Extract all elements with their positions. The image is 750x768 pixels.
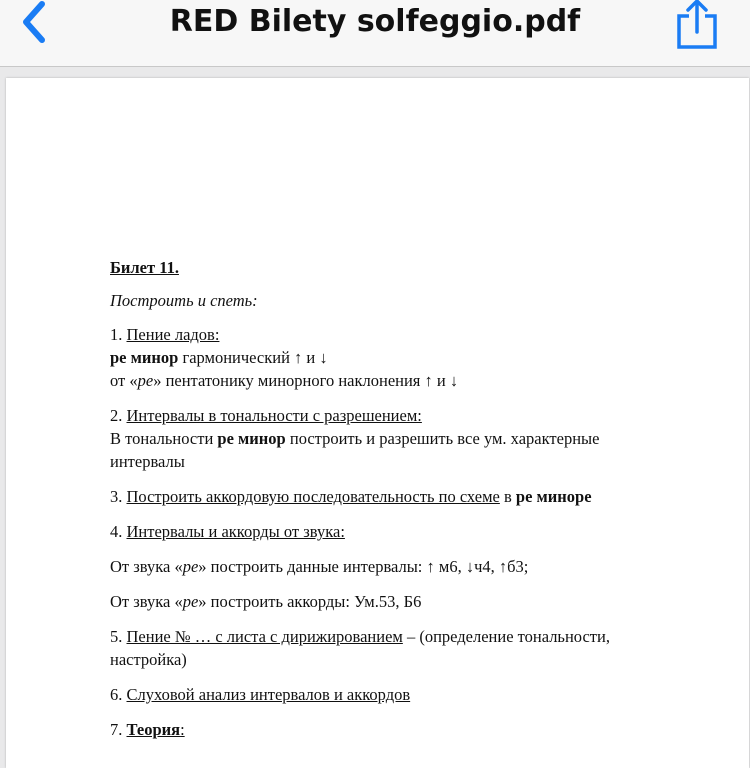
item-2-key: ре минор [217, 429, 286, 448]
item-1-key: ре минор [110, 348, 179, 367]
item-4 [110, 520, 670, 543]
item-4-line1-pre: От звука « [110, 557, 183, 576]
item-7-colon: : [180, 720, 185, 739]
item-2-text-pre: В тональности [110, 429, 214, 448]
item-5-number: 5. [110, 627, 123, 646]
item-1-line1: гармонический ↑ и ↓ [182, 348, 328, 367]
item-4-number: 4. [110, 522, 123, 541]
item-1-number: 1. [110, 325, 123, 344]
item-4-intervals [110, 555, 670, 578]
share-button[interactable] [674, 0, 720, 52]
item-4-heading: Интервалы и аккорды от звука: [126, 522, 345, 541]
item-3 [110, 485, 670, 508]
top-navigation-bar [0, 0, 750, 67]
item-3-mid: в [503, 487, 512, 506]
ticket-title: Билет 11. [110, 258, 179, 277]
item-5-rest: – (определение тональности, настройка) [110, 627, 610, 669]
item-7 [110, 718, 670, 741]
item-3-heading: Построить аккордовую последовательность по схеме [126, 487, 500, 506]
item-3-key: ре миноре [515, 487, 592, 506]
item-2 [110, 404, 670, 473]
item-6-heading: Слуховой анализ интервалов и аккордов [126, 685, 411, 704]
item-2-number: 2. [110, 406, 123, 425]
item-1-heading: Пение ладов: [126, 325, 220, 344]
document-title: RED Bilety solfeggio.pdf [169, 4, 581, 39]
item-7-heading: Теория [126, 720, 181, 739]
item-7-number: 7. [110, 720, 123, 739]
item-2-heading: Интервалы в тональности с разрешением: [126, 406, 422, 425]
share-icon [674, 0, 720, 52]
item-1-line2-pre: от « [110, 371, 138, 390]
item-5-heading: Пение № … с листа с дирижированием [126, 627, 403, 646]
item-3-number: 3. [110, 487, 123, 506]
item-4-chords [110, 590, 670, 613]
instruction: Построить и спеть: [110, 291, 258, 310]
item-4-line2-pre: От звука « [110, 592, 183, 611]
item-6-number: 6. [110, 685, 123, 704]
item-2-text-post: построить и разрешить все ум. характерные интервалы [110, 429, 600, 471]
item-1-note: ре [137, 371, 154, 390]
item-6 [110, 683, 670, 706]
item-4-line1-post: » построить данные интервалы: ↑ м6, ↓ч4, ↑б3; [198, 557, 529, 576]
document-content [110, 256, 670, 753]
item-1 [110, 323, 670, 392]
item-4-line2-note: ре [182, 592, 199, 611]
item-5 [110, 625, 670, 671]
item-1-line2-post: » пентатонику минорного наклонения ↑ и ↓ [153, 371, 459, 390]
item-4-line1-note: ре [182, 557, 199, 576]
item-4-line2-post: » построить аккорды: Ум.53, Б6 [198, 592, 422, 611]
